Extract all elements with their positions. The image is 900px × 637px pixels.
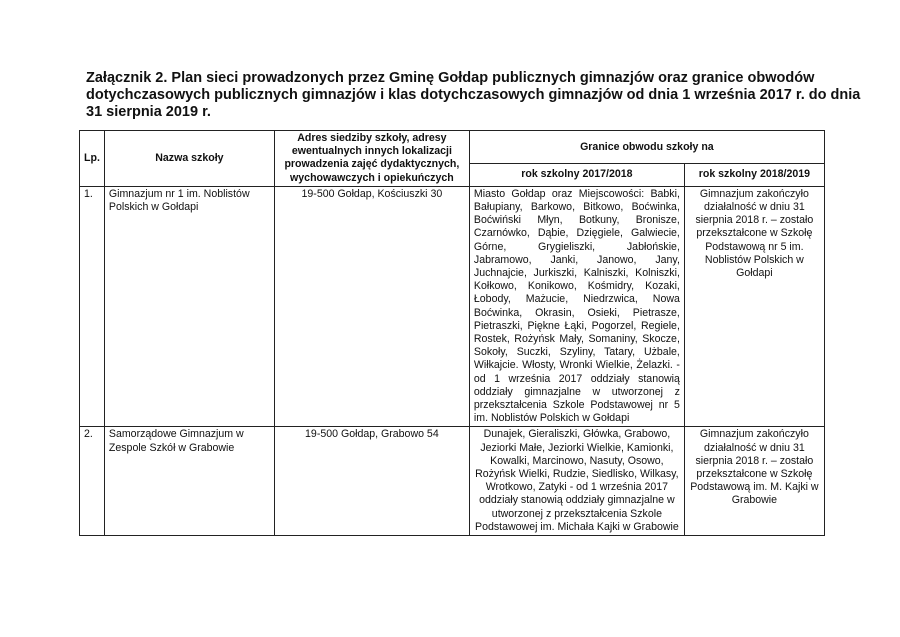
row-school-name: Gimnazjum nr 1 im. Noblistów Polskich w Gołdapi: [104, 186, 274, 427]
header-year-2018: rok szkolny 2018/2019: [684, 164, 824, 187]
row-school-name: Samorządowe Gimnazjum w Zespole Szkół w Grabowie: [104, 427, 274, 536]
row-boundary-2018: Gimnazjum zakończyło działalność w dniu 31 sierpnia 2018 r. – zostało przekształcone w Szkołę Podstawową nr 5 im. Noblistów Polskich w Gołdapi: [684, 186, 824, 427]
row-boundary-2017: Dunajek, Gieraliszki, Główka, Grabowo, Jeziorki Małe, Jeziorki Wielkie, Kamionki, Kowalki, Marcinowo, Nasuty, Osowo, Rożyńsk Wielki, Rudzie, Siedlisko, Wilkasy, Wrotkowo, Zatyki - od 1 września 2017 oddziały stanowią oddziały gimnazjalne w utworzonej z przekształcenia Szkole Podstawowej im. Michała Kajki w Grabowie: [469, 427, 684, 536]
document-title: Załącznik 2. Plan sieci prowadzonych przez Gminę Gołdap publicznych gimnazjów oraz granice obwodów dotychczasowych publicznych gimnazjów i klas dotychczasowych gimnazjów od dnia 1 września 2017 r. do dnia 31 sierpnia 2019 r.: [86, 70, 861, 120]
row-address: 19-500 Gołdap, Grabowo 54: [274, 427, 469, 536]
row-lp: 2.: [80, 427, 105, 536]
table-row: [80, 427, 825, 536]
row-boundary-2017: Miasto Gołdap oraz Miejscowości: Babki, Bałupiany, Barkowo, Bitkowo, Boćwinka, Boćwiński Młyn, Botkuny, Bronisze, Czarnówko, Dąbie, Dzięgiele, Galwiecie, Górne, Grygieliszki, Jabłońskie, Jabramowo, Janki, Janowo, Jany, Juchnajcie, Jurkiszki, Kalniszki, Kolniszki, Kołkowo, Konikowo, Kośmidry, Kozaki, Łobody, Mażucie, Niedrzwica, Nowa Boćwinka, Okrasin, Osieki, Pietrasze, Pietraszki, Piękne Łąki, Pogorzel, Regiele, Rostek, Rożyńsk Mały, Somaniny, Skocze, Sokoły, Suczki, Szyliny, Tatary, Użbale, Wiłkajcie. Włosty, Wronki Wielkie, Żelazki. - od 1 września 2017 oddziały stanowią oddziały gimnazjalne w utworzonej z przekształcenia Szkole Podstawowej nr 5 im. Noblistów Polskich w Gołdapi: [469, 186, 684, 427]
header-year-2017: rok szkolny 2017/2018: [469, 164, 684, 187]
header-name: Nazwa szkoły: [104, 131, 274, 187]
header-address: Adres siedziby szkoły, adresy ewentualnych innych lokalizacji prowadzenia zajęć dydaktycznych, wychowawczych i opiekuńczych: [274, 131, 469, 187]
header-row: [80, 131, 825, 164]
header-lp: Lp.: [80, 131, 105, 187]
row-lp: 1.: [80, 186, 105, 427]
table-row: [80, 186, 825, 427]
row-boundary-2018: Gimnazjum zakończyło działalność w dniu 31 sierpnia 2018 r. – zostało przekształcone w Szkołę Podstawową im. M. Kajki w Grabowie: [684, 427, 824, 536]
row-address: 19-500 Gołdap, Kościuszki 30: [274, 186, 469, 427]
schools-table: [79, 130, 825, 536]
header-boundaries: Granice obwodu szkoły na: [469, 131, 824, 164]
